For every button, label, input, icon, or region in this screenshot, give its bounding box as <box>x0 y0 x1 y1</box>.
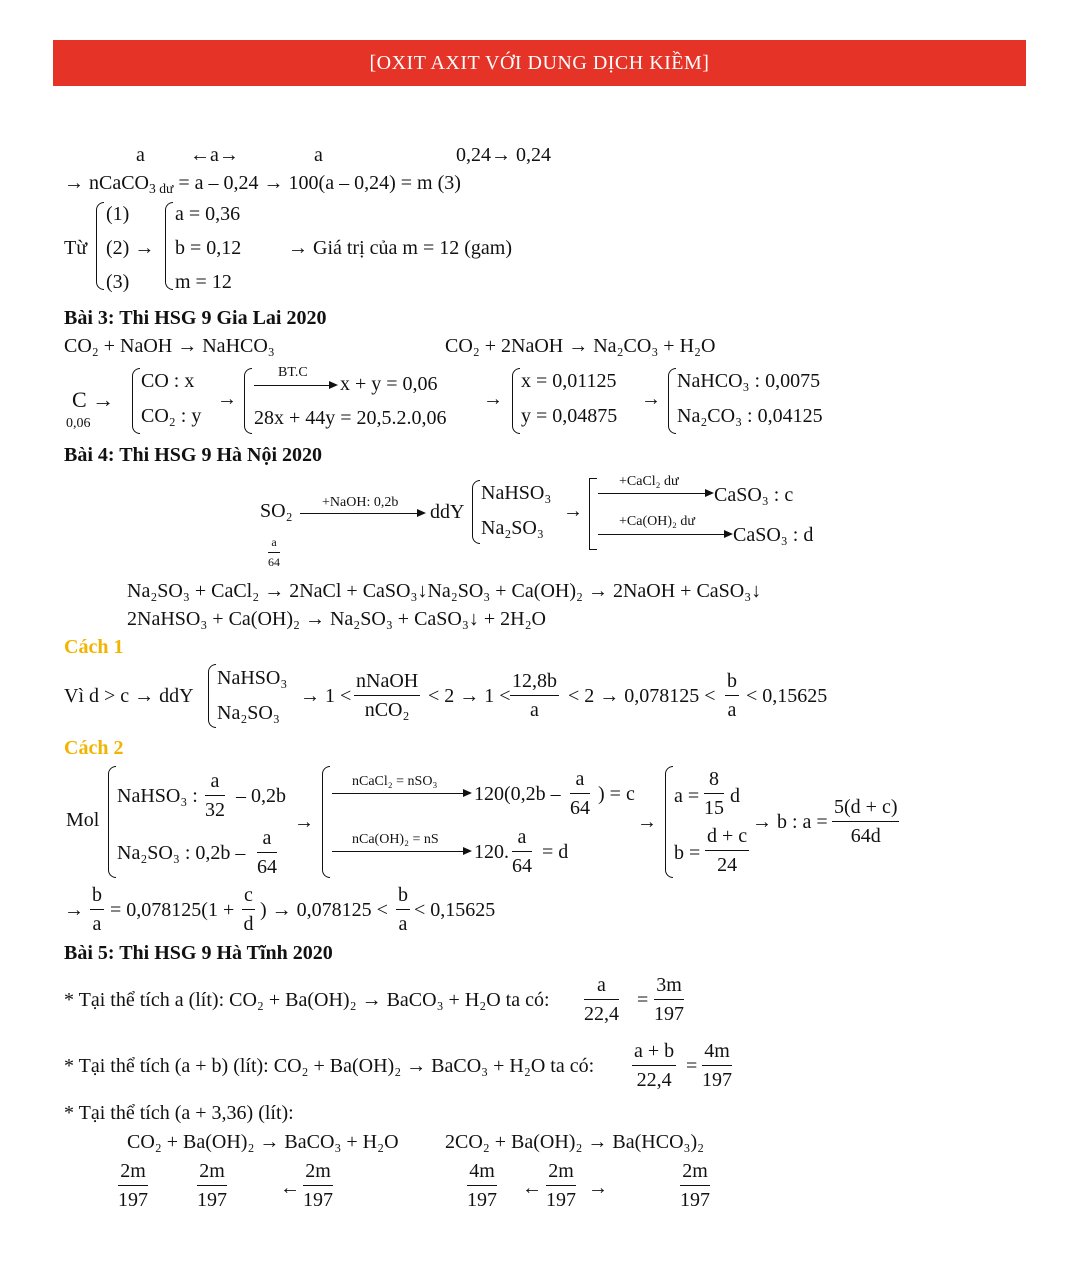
volume-case: * Tại thể tích (a + b) (lít): CO₂ + Ba(OH)₂ → BaCO₃ + H₂O ta có: <box>64 1055 595 1077</box>
salt-name: NaHSO₃ <box>217 667 288 689</box>
left-brace <box>244 368 252 434</box>
fraction: $\frac{2m}{197}$ <box>118 1160 148 1211</box>
arrow: → <box>588 1177 608 1199</box>
ratio-expression: → b : a = <box>752 811 828 833</box>
inequality-part: < 2 → 0,078125 < <box>568 685 716 707</box>
arrow-line <box>300 513 424 514</box>
reaction-equation: 2NaHSO₃ + Ca(OH)₂ → Na₂SO₃ + CaSO₃↓ + 2H₂O <box>127 608 546 630</box>
inequality-part: → 1 < <box>300 685 352 707</box>
mol-expression: NaHSO₃ : <box>117 785 198 807</box>
left-brace <box>165 202 173 290</box>
arrow: ← <box>280 1177 300 1199</box>
fraction: $\frac{2m}{197}$ <box>303 1160 333 1211</box>
tu-label: Từ <box>64 237 88 259</box>
reaction-amount: a <box>136 144 145 166</box>
fraction: $\frac{2m}{197}$ <box>546 1160 576 1211</box>
solution-label: ddY <box>430 501 465 523</box>
salt-result: Na₂CO₃ : 0,04125 <box>677 405 823 427</box>
arrow-line <box>332 793 470 794</box>
arrow-line <box>332 851 470 852</box>
left-brace <box>472 480 480 544</box>
equation-ref: (1) <box>106 203 130 225</box>
system-equation: x + y = 0,06 <box>340 373 438 395</box>
reaction-equation: CO₂ + NaOH → NaHCO₃ <box>64 335 275 357</box>
section-heading: Bài 4: Thi HSG 9 Hà Nội 2020 <box>64 444 323 466</box>
fraction: $\frac{a}{32}$ <box>205 770 225 821</box>
reaction-equation: 2CO₂ + Ba(OH)₂ → Ba(HCO₃)₂ <box>445 1131 705 1153</box>
reaction-equation: CO₂ + Ba(OH)₂ → BaCO₃ + H₂O <box>127 1131 399 1153</box>
fraction: nNaOH nCO₂ <box>356 670 419 721</box>
reaction-amount: a <box>314 144 323 166</box>
fraction: $\frac{3m}{197}$ <box>654 974 684 1025</box>
arrow-condition: +Ca(OH)₂ dư <box>619 514 695 529</box>
fraction: $\frac{2m}{197}$ <box>197 1160 227 1211</box>
left-brace <box>96 202 104 290</box>
result-text: → Giá trị của m = 12 (gam) <box>288 237 512 259</box>
solution-value: b = 0,12 <box>175 237 242 259</box>
fraction: $\frac{a}{22,4}$ <box>584 974 619 1025</box>
fraction: $\frac{c}{d}$ <box>243 884 254 935</box>
arrow: → <box>217 388 237 410</box>
fraction: $\frac{12,8b}{a}$ <box>512 670 557 721</box>
equals-sign: = <box>686 1055 698 1077</box>
fraction: $\frac{d + c}{24}$ <box>707 825 748 876</box>
fraction: $\frac{a}{64}$ <box>570 768 590 819</box>
solution-value: a = 0,36 <box>175 203 241 225</box>
gas-component: CO₂ : y <box>141 405 202 427</box>
system-equation: 28x + 44y = 20,5.2.0,06 <box>254 407 447 429</box>
solution-expression: a = <box>674 785 700 807</box>
carbon-label: C → <box>72 387 115 412</box>
mol-equation: 120. <box>474 841 509 863</box>
so2-label: SO₂ <box>260 500 293 522</box>
left-brace <box>665 766 673 878</box>
fraction: $\frac{5(d + c)}{64d}$ <box>834 796 898 847</box>
fraction: $\frac{a}{64}$ <box>512 826 532 877</box>
reaction-equation: CO₂ + 2NaOH → Na₂CO₃ + H₂O <box>445 335 716 357</box>
arrow-line <box>254 385 336 386</box>
fraction: $\frac{b}{a}$ <box>92 884 102 935</box>
reaction-amount: ←a→ <box>190 144 239 166</box>
system-solution: x = 0,01125 <box>521 370 617 392</box>
carbon-amount: 0,06 <box>66 416 91 431</box>
fraction: $\frac{b}{a}$ <box>727 670 737 721</box>
left-bracket <box>589 478 597 550</box>
header-banner: [OXIT AXIT VỚI DUNG DỊCH KIỀM] <box>53 40 1026 86</box>
mol-label: Mol <box>66 809 100 831</box>
left-brace <box>108 766 116 878</box>
arrow-condition: nCaCl₂ = nSO₃ <box>352 774 438 789</box>
final-expression: = 0,078125(1 + <box>110 899 235 921</box>
salt-result: NaHCO₃ : 0,0075 <box>677 370 821 392</box>
salt-name: NaHSO₃ <box>481 482 552 504</box>
fraction: $\frac{2m}{197}$ <box>680 1160 710 1211</box>
fraction: $\frac{8}{15}$ <box>704 768 724 819</box>
mol-expression: Na₂SO₃ : 0,2b – <box>117 842 246 864</box>
mol-expression: – 0,2b <box>236 785 286 807</box>
fraction: $\frac{a + b}{22,4}$ <box>634 1040 675 1091</box>
left-brace <box>512 368 520 434</box>
inequality-part: < 2 → 1 < <box>428 685 511 707</box>
section-heading: Bài 3: Thi HSG 9 Gia Lai 2020 <box>64 307 327 329</box>
final-expression: → <box>64 899 84 921</box>
solution-value: m = 12 <box>175 271 232 293</box>
mol-equation: 120(0,2b – <box>474 783 561 805</box>
arrow-condition: +CaCl₂ dư <box>619 474 679 489</box>
arrow: → <box>294 811 314 833</box>
salt-name: Na₂SO₃ <box>481 517 544 539</box>
fraction: $\frac{b}{a}$ <box>398 884 408 935</box>
reaction-amount: 0,24→ 0,24 <box>456 144 551 166</box>
left-brace <box>668 368 676 434</box>
method-heading: Cách 1 <box>64 636 124 658</box>
mol-equation: ) = c <box>598 783 635 805</box>
section-heading: Bài 5: Thi HSG 9 Hà Tĩnh 2020 <box>64 942 333 964</box>
final-expression: < 0,15625 <box>414 899 496 921</box>
condition-text: Vì d > c → ddY <box>64 685 194 707</box>
fraction: $\frac{4m}{197}$ <box>467 1160 497 1211</box>
method-heading: Cách 2 <box>64 737 124 759</box>
volume-case: * Tại thể tích a (lít): CO₂ + Ba(OH)₂ → BaCO₃ + H₂O ta có: <box>64 989 550 1011</box>
final-expression: ) → 0,078125 < <box>260 899 388 921</box>
arrow: → <box>637 811 657 833</box>
arrow-line <box>598 493 712 494</box>
left-brace <box>322 766 330 878</box>
excess-equation: → nCaCO$_{3 dư}$ = a – 0,24 → 100(a – 0,24) = m (3) <box>64 172 461 197</box>
precipitate: CaSO₃ : c <box>714 484 794 506</box>
equation-ref: (2) → <box>106 237 155 259</box>
left-brace <box>208 664 216 728</box>
gas-component: CO : x <box>141 370 195 392</box>
fraction: $\frac{4m}{197}$ <box>702 1040 732 1091</box>
arrow-condition: nCa(OH)₂ = nS <box>352 832 439 847</box>
inequality-part: < 0,15625 <box>746 685 828 707</box>
fraction: $\frac{a}{64}$ <box>257 827 277 878</box>
arrow-condition: BT.C <box>278 365 308 380</box>
equation-ref: (3) <box>106 271 130 293</box>
volume-case: * Tại thể tích (a + 3,36) (lít): <box>64 1102 294 1124</box>
arrow: → <box>563 500 583 522</box>
fraction: $\frac{a}{64}$ <box>268 535 280 569</box>
left-brace <box>132 368 140 434</box>
arrow-condition: +NaOH: 0,2b <box>322 495 399 510</box>
mol-equation: = d <box>542 841 569 863</box>
arrow: → <box>641 388 661 410</box>
arrow: → <box>483 388 503 410</box>
solution-expression: d <box>730 785 740 807</box>
arrow: ← <box>522 1177 542 1199</box>
arrow-line <box>598 534 731 535</box>
system-solution: y = 0,04875 <box>521 405 618 427</box>
reaction-equation: Na₂SO₃ + CaCl₂ → 2NaCl + CaSO₃↓Na₂SO₃ + Ca(OH)₂ → 2NaOH + CaSO₃↓ <box>127 580 762 602</box>
solution-expression: b = <box>674 842 701 864</box>
salt-name: Na₂SO₃ <box>217 702 280 724</box>
equals-sign: = <box>637 989 649 1011</box>
precipitate: CaSO₃ : d <box>733 524 814 546</box>
